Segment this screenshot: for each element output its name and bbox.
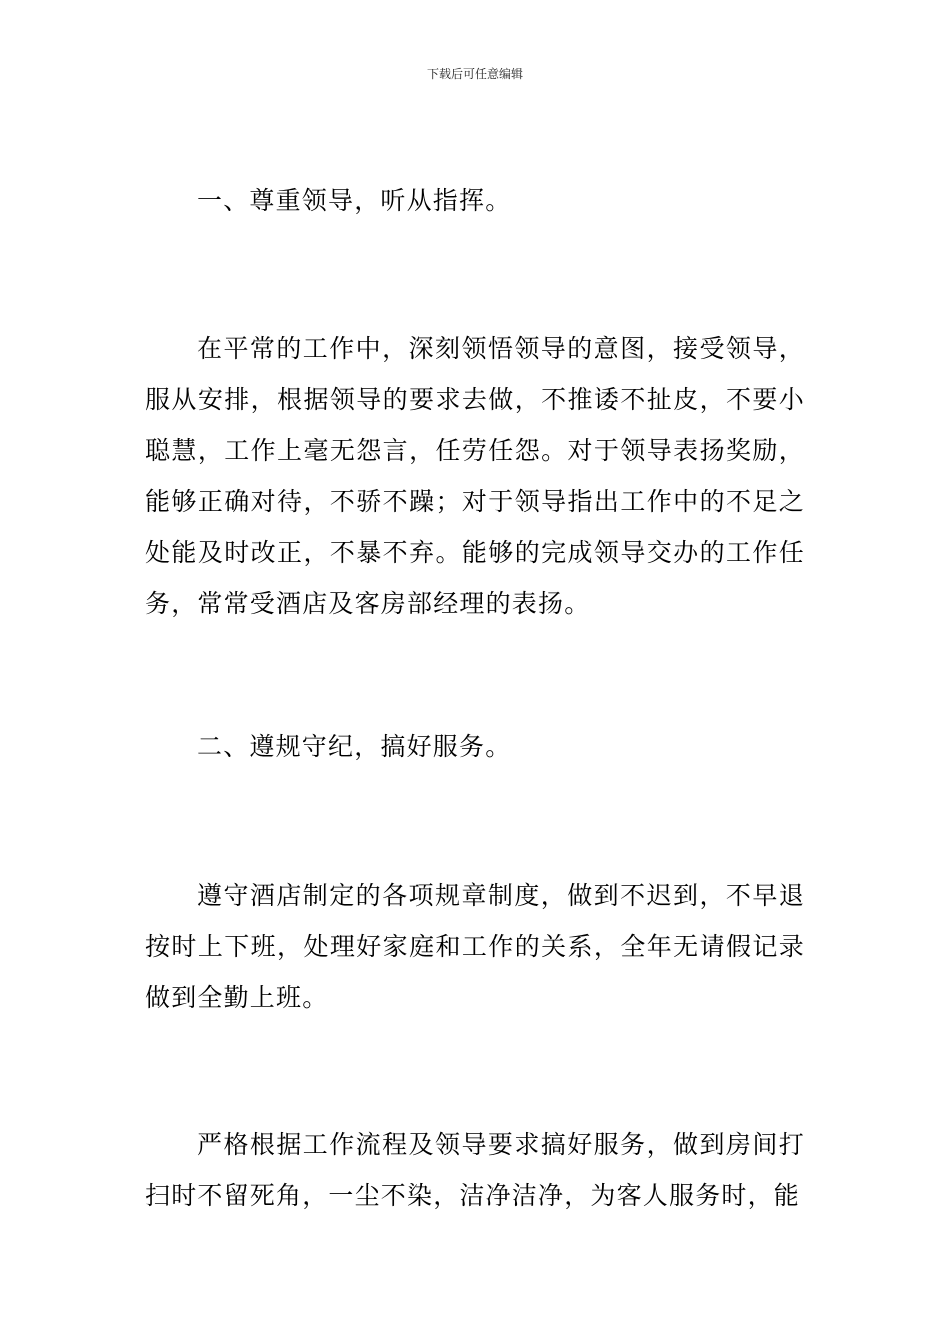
body-paragraph-3 bbox=[145, 1119, 805, 1221]
section-heading-2 bbox=[145, 721, 805, 772]
paragraph-text: 在平常的工作中，深刻领悟领导的意图，接受领导，服从安排，根据领导的要求去做，不推诿不扯皮，不要小聪慧，工作上毫无怨言，任劳任怨。对于领导表扬奖励，能够正确对待，不骄不躁；对于领导指出工作中的不足之处能及时改正，不暴不弃。能够的完成领导交办的工作任务，常常受酒店及客房部经理的表扬。 bbox=[145, 334, 805, 618]
body-paragraph-1 bbox=[145, 323, 805, 629]
section-heading-1 bbox=[145, 175, 805, 226]
body-paragraph-2 bbox=[145, 870, 805, 1023]
paragraph-text: 严格根据工作流程及领导要求搞好服务，做到房间打扫时不留死角，一尘不染，洁净洁净，为客人服务时，能 bbox=[145, 1130, 805, 1210]
heading-text: 二、遵规守纪，搞好服务。 bbox=[197, 732, 512, 761]
heading-text: 一、尊重领导，听从指挥。 bbox=[197, 186, 512, 215]
paragraph-text: 遵守酒店制定的各项规章制度，做到不迟到，不早退按时上下班，处理好家庭和工作的关系，全年无请假记录做到全勤上班。 bbox=[145, 881, 805, 1012]
header-note: 下载后可任意编辑 bbox=[426, 67, 523, 81]
